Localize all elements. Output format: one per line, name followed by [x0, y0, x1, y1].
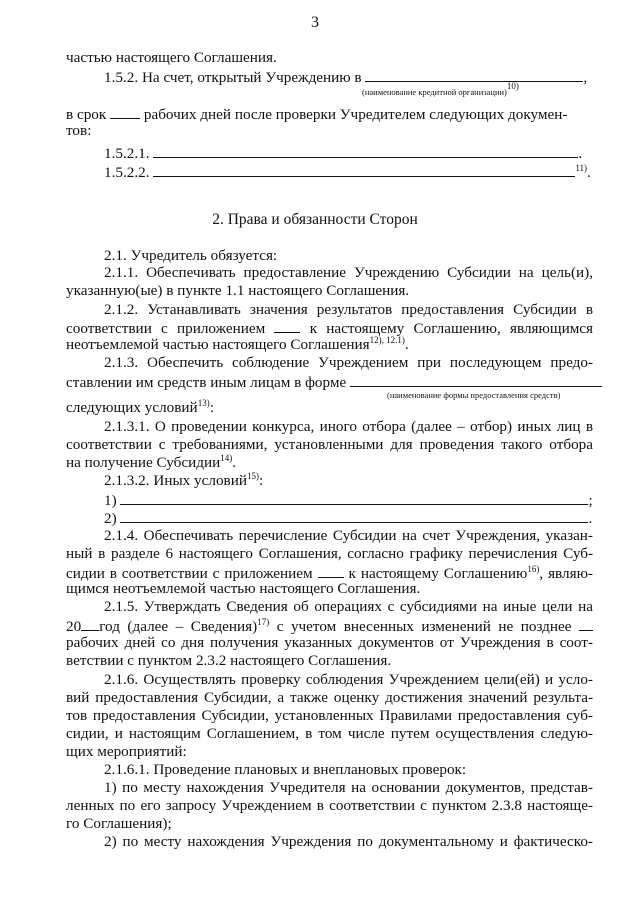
- text-line: 20 год (далее – Сведения)$^{17)}$ с учетом внесенных изменений не позднее: [66, 616, 593, 636]
- text-line: в срок рабочих дней после проверки Учредителем следующих докумен-: [66, 106, 568, 123]
- text-line: 2.1.2. Устанавливать значения результатов предоставления Субсидии в: [104, 301, 593, 318]
- text-line: щимся неотъемлемой частью настоящего Соглашения.: [66, 580, 421, 597]
- appendix-number-blank: [318, 563, 344, 578]
- text-line: соответствии с требованиями, установленными для проведения такого отбора: [66, 436, 593, 453]
- text-line: неотъемлемой частью настоящего Соглашения$^{12), 12.1)}$.: [66, 335, 409, 353]
- text-line: 2) по месту нахождения Учреждения по документальному и фактическо-: [104, 833, 593, 850]
- document-blank: [153, 162, 575, 177]
- appendix-number-blank: [274, 318, 300, 333]
- condition-line-2: 2) .: [104, 510, 593, 527]
- text-line: 2.1.5. Утверждать Сведения об операциях с субсидиями на иные цели на: [104, 598, 593, 615]
- days-blank: [579, 616, 593, 631]
- text-line: указанную(ые) в пункте 1.1 настоящего Соглашения.: [66, 282, 410, 299]
- text-line-1-5-2-1: 1.5.2.1. .: [104, 145, 583, 162]
- text-line: ветствии с пунктом 2.3.2 настоящего Соглашения.: [66, 652, 392, 669]
- text-line: рабочих дней со дня получения указанных документов от Учреждения в соот-: [66, 634, 593, 651]
- page-number: 3: [311, 14, 319, 31]
- form-blank: [350, 372, 602, 387]
- text-line: тов предоставления Субсидии, установленных Правилами предоставления суб-: [66, 707, 593, 724]
- text-line-1-5-2: 1.5.2. На счет, открытый Учреждению в ,: [104, 69, 588, 86]
- text-line: 1) по месту нахождения Учредителя на основании документов, представ-: [104, 779, 593, 796]
- text-line: 2.1.6.1. Проведение плановых и внеплановых проверок:: [104, 761, 467, 778]
- condition-blank: [120, 490, 588, 505]
- text-line: 2.1. Учредитель обязуется:: [104, 247, 278, 264]
- bank-name-blank: [365, 67, 583, 82]
- text-line: соответствии с приложением к настоящему Соглашению, являющимся: [66, 320, 594, 337]
- text-line: ленных по его запросу Учреждением в соответствии с пунктом 2.3.8 настояще-: [66, 797, 593, 814]
- text-line: го Соглашения);: [66, 815, 172, 832]
- text-line: 2.1.4. Обеспечивать перечисление Субсидии на счет Учреждения, указан-: [104, 527, 593, 544]
- year-blank: [81, 616, 99, 631]
- condition-line-1: 1) ;: [104, 492, 593, 509]
- text-line: 2.1.6. Осуществлять проверку соблюдения Учреждением цели(ей) и усло-: [104, 671, 593, 688]
- text-line: 2.1.3. Обеспечить соблюдение Учреждением при последующем предо-: [104, 354, 593, 371]
- text-line: 2.1.1. Обеспечивать предоставление Учреждению Субсидии на цель(и),: [104, 264, 593, 281]
- text-line: частью настоящего Соглашения.: [66, 49, 277, 66]
- text-line: щих мероприятий:: [66, 743, 187, 760]
- text-line-1-5-2-2: 1.5.2.2. $^{11)}$.: [104, 163, 591, 181]
- text-line: следующих условий$^{13)}$:: [66, 398, 214, 416]
- document-blank: [153, 143, 578, 158]
- text-line: 2.1.3.1. О проведении конкурса, иного отбора (далее – отбор) иных лиц в: [104, 418, 593, 435]
- days-blank: [110, 104, 140, 119]
- text-line: сидии в соответствии с приложением к настоящему Соглашению$^{16)}$, являю-: [66, 564, 593, 582]
- section-heading: 2. Права и обязанности Сторон: [212, 211, 418, 228]
- condition-blank: [120, 508, 588, 523]
- text-line: ный в разделе 6 настоящего Соглашения, согласно графику перечисления Суб-: [66, 545, 593, 562]
- footnote-caption: (наименование кредитной организации)$^{10)}$: [362, 81, 519, 97]
- text-line: сидии, и настоящим Соглашением, в том числе путем осуществления следую-: [66, 725, 593, 742]
- text-line: ставлении им средств иным лицам в форме: [66, 372, 593, 392]
- text-line: на получение Субсидии$^{14)}$.: [66, 453, 237, 471]
- text-line: 2.1.3.2. Иных условий$^{15)}$:: [104, 471, 264, 489]
- footnote-caption: (наименование формы предоставления средств): [387, 390, 561, 400]
- text-line: тов:: [66, 122, 92, 139]
- text-line: вий предоставления Субсидии, а также оценку достижения значений результа-: [66, 689, 593, 706]
